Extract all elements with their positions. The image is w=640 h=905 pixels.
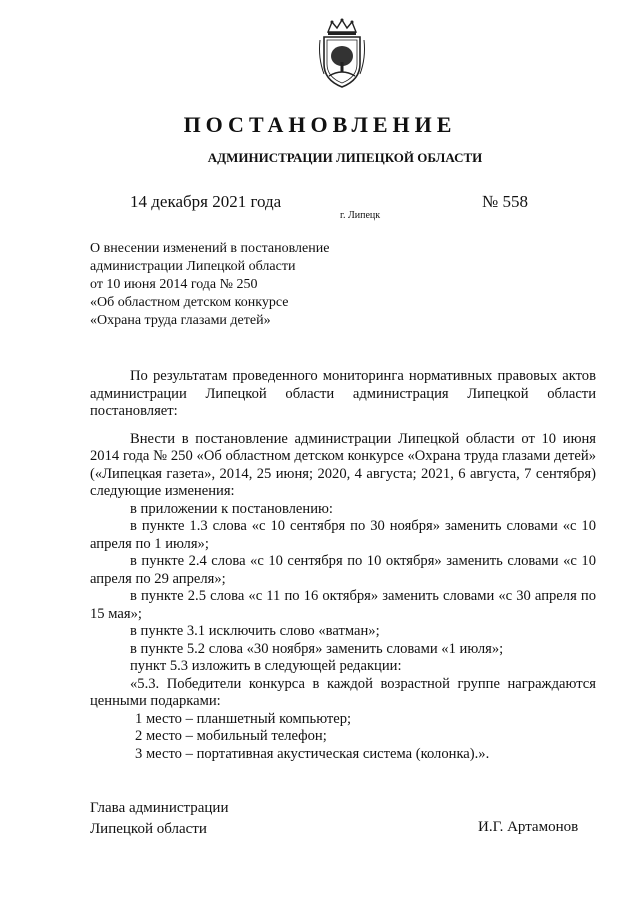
amendment-item: в пункте 2.5 слова «с 11 по 16 октября» заменить словами «с 30 апреля по 15 мая»; [90,588,596,622]
amendment-item: «5.3. Победители конкурса в каждой возрастной группе награждаются ценными подарками: [90,675,596,709]
document-type-title: ПОСТАНОВЛЕНИЕ [183,112,457,137]
amendment-item: в приложении к постановлению: [130,500,333,517]
document-date: 14 декабря 2021 года [130,192,282,211]
subject-line: О внесении изменений в постановление [90,241,330,256]
signer-position-line: Глава администрации [90,800,229,816]
prize-item: 2 место – мобильный телефон; [135,728,327,744]
document-city: г. Липецк [340,210,381,221]
document-body [90,368,596,763]
subject-line: «Об областном детском конкурсе [90,295,289,310]
intro-paragraph: Внести в постановление администрации Липецкой области от 10 июня 2014 года № 250 «Об областном детском конкурсе «Охрана труда глазами детей» («Липецкая газета», 2014, 25 июня; 2020, 4 августа; 2021, 6 августа, 7 сентября) следующие изменения: [90,430,596,499]
document-subject [90,240,410,330]
amendment-item: в пункте 2.4 слова «с 10 сентября по 10 октября» заменить словами «с 10 апреля по 29 апреля»; [90,553,596,587]
amendment-item: в пункте 5.2 слова «30 ноября» заменить словами «1 июля»; [130,640,504,657]
prize-item: 3 место – портативная акустическая система (колонка).». [135,745,490,762]
lipetsk-oblast-coat-of-arms-icon [316,18,368,90]
preamble-paragraph: По результатам проведенного мониторинга нормативных правовых актов администрации Липецкой области администрация Липецкой области постановляет: [90,368,596,419]
amendment-item: в пункте 1.3 слова «с 10 сентября по 30 ноября» заменить словами «с 10 апреля по 1 июля»; [90,518,596,552]
signer-position-line: Липецкой области [90,821,207,837]
prize-item: 1 место – планшетный компьютер; [135,710,352,727]
subject-line: «Охрана труда глазами детей» [90,313,271,328]
subject-line: от 10 июня 2014 года № 250 [90,277,258,292]
amendment-item: в пункте 3.1 исключить слово «ватман»; [130,623,380,639]
amendment-item: пункт 5.3 изложить в следующей редакции: [130,658,402,674]
issuer-name: АДМИНИСТРАЦИИ ЛИПЕЦКОЙ ОБЛАСТИ [207,150,483,165]
signer-position [90,798,228,840]
subject-line: администрации Липецкой области [90,259,296,274]
document-number: № 558 [482,192,528,211]
signer-name: И.Г. Артамонов [478,819,579,835]
